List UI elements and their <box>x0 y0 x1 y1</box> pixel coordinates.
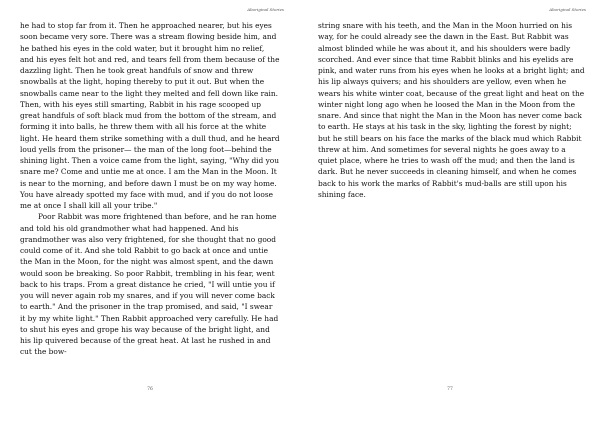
right-page <box>300 0 600 424</box>
paragraph: he had to stop far from it. Then he approached nearer, but his eyes soon became very sore. There was a stream flowing beside him, and he bathed his eyes in the cold water, but it brought him no relief, and his eyes felt hot and red, and tears fell from them because of the dazzling light. Then he took great handfuls of snow and threw snowballs at the light, hoping thereby to put it out. But when the snowballs came near to the light they melted and fell down like rain. Then, with his eyes still smarting, Rabbit in his rage scooped up great handfuls of soft black mud from the bottom of the stream, and forming it into balls, he threw them with all his force at the white light. He heard them strike something with a dull thud, and he heard loud yells from the prisoner— the man of the long foot—behind the shining light. Then a voice came from the light, saying, "Why did you snare me? Come and untie me at once. I am the Man in the Moon. It is near to the morning, and before dawn I must be on my way home. You have already spotted my face with mud, and if you do not loose me at once I shall kill all your tribe." <box>20 21 280 210</box>
page-number-right: 77 <box>447 387 453 392</box>
running-head-left: Aboriginal Stories <box>247 7 284 12</box>
paragraph: string snare with his teeth, and the Man in the Moon hurried on his way, for he could already see the dawn in the East. But Rabbit was almost blinded while he was about it, and his shoulders were badly scorched. And ever since that time Rabbit blinks and his eyelids are pink, and water runs from his eyes when he looks at a bright light; and his lip always quivers; and his shoulders are yellow, even when he wears his white winter coat, because of the great light and heat on the winter night long ago when he loosed the Man in the Moon from the snare. And since that night the Man in the Moon has never come back to earth. He stays at his task in the sky, lighting the forest by night; but he still bears on his face the marks of the black mud which Rabbit threw at him. And sometimes for several nights he goes away to a quiet place, where he tries to wash off the mud; and then the land is dark. But he never succeeds in cleaning himself, and when he comes back to his work the marks of Rabbit's mud-balls are still upon his shining face. <box>318 21 585 199</box>
left-page-text <box>20 20 280 358</box>
right-page-text <box>318 20 586 200</box>
running-head-right: Aboriginal Stories <box>549 7 586 12</box>
page-number-left: 76 <box>147 387 153 392</box>
paragraph: Poor Rabbit was more frightened than before, and he ran home and told his old grandmother what had happened. And his grandmother was also very frightened, for she thought that no good could come of it. And she told Rabbit to go back at once and untie the Man in the Moon, for the night was almost spent, and the dawn would soon be breaking. So poor Rabbit, trembling in his fear, went back to his traps. From a great distance he cried, "I will untie you if you will never again rob my snares, and if you will never come back to earth." And the prisoner in the trap promised, and said, "I swear it by my white light." Then Rabbit approached very carefully. He had to shut his eyes and grope his way because of the bright light, and his lip quivered because of the great heat. At last he rushed in and cut the bow- <box>20 212 279 357</box>
